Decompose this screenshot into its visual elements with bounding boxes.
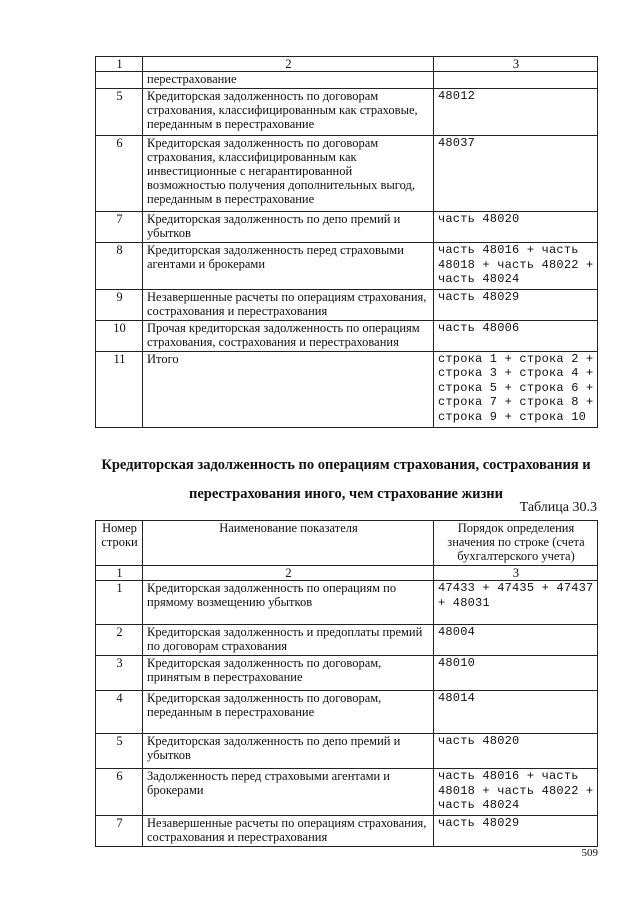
indicator-name-cell: Кредиторская задолженность по договорам страхования, классифицированным как страховые, переданным в перестрахование	[143, 89, 434, 136]
table-row	[96, 581, 598, 625]
row-number-cell: 3	[96, 656, 143, 691]
table-row	[96, 320, 598, 351]
indicator-name-cell: Незавершенные расчеты по операциям страхования, сострахования и перестрахования	[143, 816, 434, 847]
row-number-cell: 6	[96, 769, 143, 816]
header-cell: 3	[434, 566, 598, 581]
row-number-cell	[96, 72, 143, 89]
account-code-cell: строка 1 + строка 2 + строка 3 + строка 4 + строка 5 + строка 6 + строка 7 + строка 8 + строка 9 + строка 10	[434, 351, 598, 427]
table-row	[96, 769, 598, 816]
indicator-name-cell: Задолженность перед страховыми агентами и брокерами	[143, 769, 434, 816]
table-row	[96, 289, 598, 320]
page-number: 509	[581, 847, 598, 859]
table-row	[96, 734, 598, 769]
table-row	[96, 72, 598, 89]
table1-header-row	[96, 57, 598, 72]
account-code-cell: 48012	[434, 89, 598, 136]
row-number-cell: 7	[96, 816, 143, 847]
row-number-cell: 7	[96, 212, 143, 243]
column-header: Номер строки	[96, 521, 143, 566]
account-code-cell: 48004	[434, 625, 598, 656]
account-code-cell: 47433 + 47435 + 47437 + 48031	[434, 581, 598, 625]
indicator-name-cell: Итого	[143, 351, 434, 427]
row-number-cell: 2	[96, 625, 143, 656]
table-row	[96, 136, 598, 212]
header-cell: 2	[143, 57, 434, 72]
row-number-cell: 6	[96, 136, 143, 212]
indicator-name-cell: Кредиторская задолженность по договорам, переданным в перестрахование	[143, 691, 434, 734]
account-code-cell: 48010	[434, 656, 598, 691]
table-row	[96, 625, 598, 656]
section-title: Кредиторская задолженность по операциям страхования, сострахования и перестрахования иного, чем страхование жизни	[101, 457, 591, 502]
row-number-cell: 9	[96, 289, 143, 320]
indicator-name-cell: Кредиторская задолженность по депо премий и убытков	[143, 212, 434, 243]
table2-header-row	[96, 566, 598, 581]
row-number-cell: 10	[96, 320, 143, 351]
table-30-3	[95, 520, 598, 847]
account-code-cell: часть 48029	[434, 289, 598, 320]
account-code-cell: часть 48029	[434, 816, 598, 847]
indicator-name-cell: Кредиторская задолженность по депо премий и убытков	[143, 734, 434, 769]
table-row	[96, 243, 598, 290]
indicator-name-cell: Прочая кредиторская задолженность по операциям страхования, сострахования и перестрахования	[143, 320, 434, 351]
table2-column-header-row	[96, 521, 598, 566]
indicator-name-cell: Кредиторская задолженность перед страховыми агентами и брокерами	[143, 243, 434, 290]
table-row	[96, 816, 598, 847]
table-row	[96, 351, 598, 427]
row-number-cell: 1	[96, 581, 143, 625]
header-cell: 2	[143, 566, 434, 581]
row-number-cell: 11	[96, 351, 143, 427]
column-header: Наименование показателя	[143, 521, 434, 566]
indicator-name-cell: Кредиторская задолженность по договорам, принятым в перестрахование	[143, 656, 434, 691]
table-row	[96, 89, 598, 136]
table-row	[96, 691, 598, 734]
header-cell: 3	[434, 57, 598, 72]
row-number-cell: 5	[96, 89, 143, 136]
indicator-name-cell: Кредиторская задолженность и предоплаты премий по договорам страхования	[143, 625, 434, 656]
row-number-cell: 8	[96, 243, 143, 290]
indicator-name-cell: Кредиторская задолженность по договорам страхования, классифицированным как инвестиционные с негарантированной возможностью получения дополнительных выгод, переданным в перестрахование	[143, 136, 434, 212]
indicator-name-cell: Кредиторская задолженность по операциям по прямому возмещению убытков	[143, 581, 434, 625]
column-header: Порядок определения значения по строке (счета бухгалтерского учета)	[434, 521, 598, 566]
table1-body	[96, 57, 598, 428]
table-continued	[95, 56, 598, 428]
indicator-name-cell: Незавершенные расчеты по операциям страхования, сострахования и перестрахования	[143, 289, 434, 320]
header-cell: 1	[96, 566, 143, 581]
account-code-cell: 48037	[434, 136, 598, 212]
account-code-cell: часть 48016 + часть 48018 + часть 48022 + часть 48024	[434, 243, 598, 290]
account-code-cell: часть 48006	[434, 320, 598, 351]
table-label: Таблица 30.3	[519, 500, 597, 515]
table-row	[96, 656, 598, 691]
table-row	[96, 212, 598, 243]
account-code-cell: часть 48020	[434, 734, 598, 769]
account-code-cell: 48014	[434, 691, 598, 734]
account-code-cell: часть 48020	[434, 212, 598, 243]
account-code-cell: часть 48016 + часть 48018 + часть 48022 + часть 48024	[434, 769, 598, 816]
indicator-name-cell: перестрахование	[143, 72, 434, 89]
header-cell: 1	[96, 57, 143, 72]
row-number-cell: 5	[96, 734, 143, 769]
row-number-cell: 4	[96, 691, 143, 734]
account-code-cell	[434, 72, 598, 89]
table2-body	[96, 566, 598, 847]
